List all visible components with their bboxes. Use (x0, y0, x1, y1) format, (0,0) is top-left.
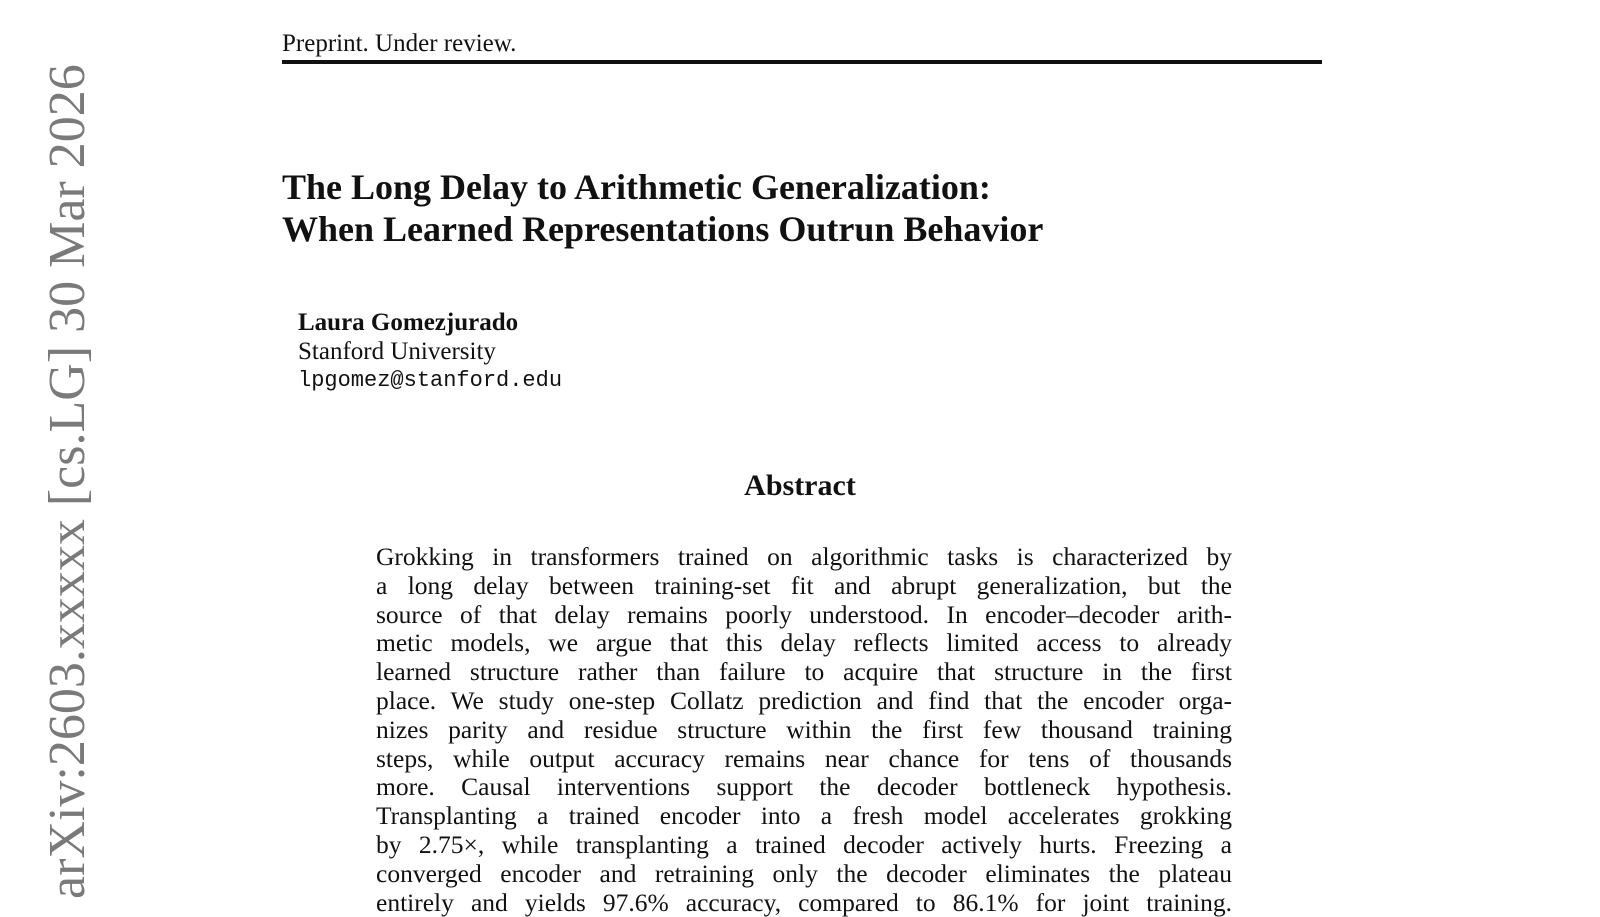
abstract-line-10: Transplanting a trained encoder into a fresh model accelerates grokking (376, 801, 1232, 831)
abstract-line-6: place. We study one-step Collatz prediction and find that the encoder orga- (376, 685, 1232, 715)
abstract-line-1: Grokking in transformers trained on algorithmic tasks is characterized by (376, 542, 1232, 571)
author-affiliation: Stanford University (298, 338, 496, 365)
abstract-line-8: steps, while output accuracy remains near chance for tens of thousands (376, 743, 1232, 773)
abstract-line-5: learned structure rather than failure to acquire that structure in the first (376, 657, 1232, 687)
author-name: Laura Gomezjurado (298, 309, 519, 336)
abstract-line-12: converged encoder and retraining only the decoder eliminates the plateau (376, 858, 1232, 888)
abstract-body (376, 543, 1232, 917)
arxiv-stamp: arXiv:2603.xxxxx [cs.LG] 30 Mar 2026 (39, 64, 96, 899)
author-block (298, 308, 562, 396)
abstract-line-3: source of that delay remains poorly understood. In encoder–decoder arith- (376, 599, 1232, 629)
abstract-heading: Abstract (744, 469, 856, 502)
abstract-line-2: a long delay between training-set fit and abrupt generalization, but the (376, 570, 1232, 600)
abstract-line-11: by 2.75×, while transplanting a trained decoder actively hurts. Freezing a (376, 829, 1232, 859)
preprint-note: Preprint. Under review. (282, 30, 517, 57)
paper-title (282, 166, 1043, 250)
abstract-line-13: entirely and yields 97.6% accuracy, compared to 86.1% for joint training. (376, 887, 1232, 917)
paper-title-line-1: The Long Delay to Arithmetic Generalization: (282, 167, 991, 207)
paper-title-line-2: When Learned Representations Outrun Behavior (282, 209, 1044, 249)
abstract-line-9: more. Causal interventions support the decoder bottleneck hypothesis. (376, 772, 1232, 802)
header-rule (282, 60, 1322, 64)
author-email: lpgomez@stanford.edu (298, 368, 563, 393)
abstract-line-4: metic models, we argue that this delay reflects limited access to already (376, 628, 1232, 658)
abstract-line-7: nizes parity and residue structure within the first few thousand training (376, 714, 1232, 744)
